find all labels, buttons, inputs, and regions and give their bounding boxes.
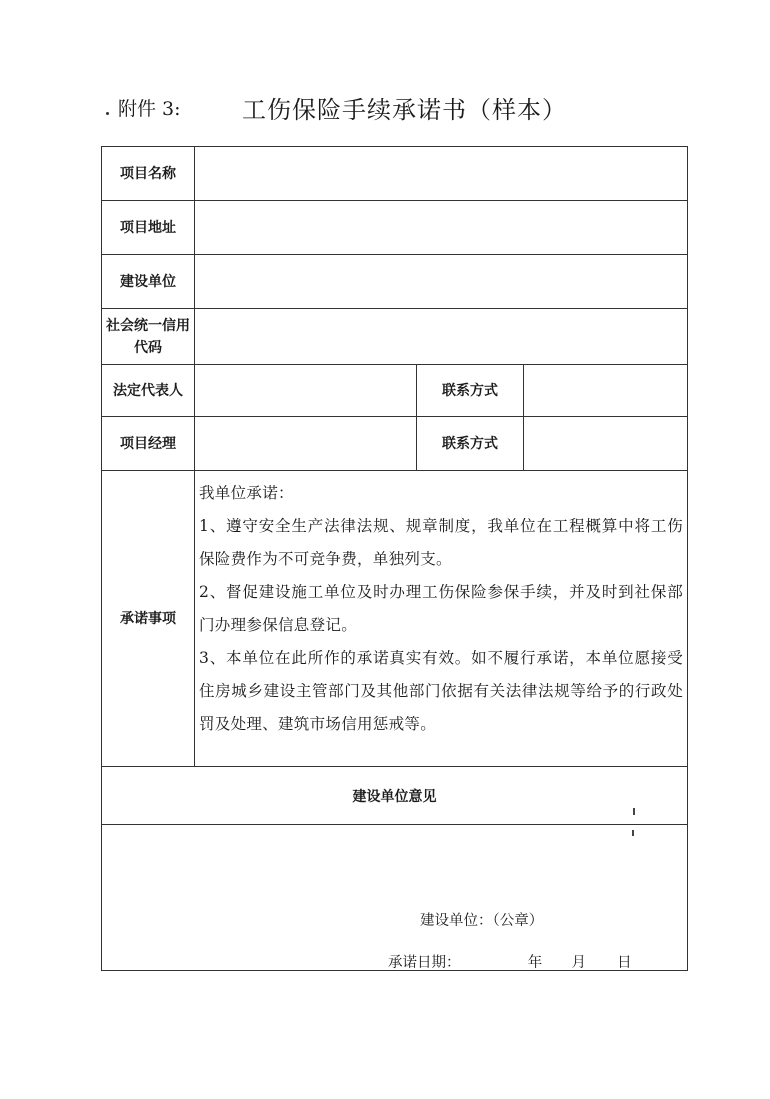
promise-item-2: 2、督促建设施工单位及时办理工伤保险参保手续，并及时到社保部门办理参保信息登记。 xyxy=(199,583,684,634)
day-label: 日 xyxy=(617,955,632,971)
row-promise xyxy=(102,471,688,767)
attachment-label: 附件 3: xyxy=(118,98,181,120)
promise-intro: 我单位承诺： xyxy=(199,484,294,502)
legal-rep-label: 法定代表人 xyxy=(102,365,195,417)
project-manager-label: 项目经理 xyxy=(102,417,195,471)
scan-mark xyxy=(632,830,634,836)
promise-label: 承诺事项 xyxy=(102,471,195,767)
credit-code-field[interactable] xyxy=(195,309,688,365)
row-construction-unit xyxy=(102,255,688,309)
row-opinion-heading xyxy=(102,767,688,825)
construction-unit-label: 建设单位 xyxy=(102,255,195,309)
row-legal-rep xyxy=(102,365,688,417)
row-credit-code xyxy=(102,309,688,365)
row-project-name xyxy=(102,147,688,201)
document-title: 工伤保险手续承诺书（样本） xyxy=(242,96,567,124)
row-project-address xyxy=(102,201,688,255)
contact-field-1[interactable] xyxy=(524,365,688,417)
project-manager-field[interactable] xyxy=(195,417,417,471)
construction-unit-field[interactable] xyxy=(195,255,688,309)
promise-item-1: 1、遵守安全生产法律法规、规章制度，我单位在工程概算中将工伤保险费作为不可竞争费，单独列支。 xyxy=(199,517,684,568)
row-opinion-body xyxy=(102,825,688,971)
project-address-label: 项目地址 xyxy=(102,201,195,255)
sign-date-line xyxy=(388,951,632,972)
document-header xyxy=(0,90,770,130)
month-label: 月 xyxy=(571,955,586,971)
sign-date-label: 承诺日期： xyxy=(388,955,461,971)
credit-code-label: 社会统一信用代码 xyxy=(102,309,195,365)
promise-content xyxy=(195,471,688,767)
sign-unit-line: 建设单位：（公章） xyxy=(420,913,544,929)
opinion-heading: 建设单位意见 xyxy=(102,767,688,825)
legal-rep-field[interactable] xyxy=(195,365,417,417)
row-project-manager xyxy=(102,417,688,471)
project-name-field[interactable] xyxy=(195,147,688,201)
year-label: 年 xyxy=(527,955,543,971)
scan-mark xyxy=(633,808,635,815)
promise-item-3: 3、本单位在此所作的承诺真实有效。如不履行承诺，本单位愿接受住房城乡建设主管部门及其他部门依据有关法律法规等给予的行政处罚及处理、建筑市场信用惩戒等。 xyxy=(199,649,684,733)
scan-speck xyxy=(106,112,109,115)
opinion-body[interactable] xyxy=(102,825,688,971)
contact-label-1: 联系方式 xyxy=(417,365,524,417)
contact-label-2: 联系方式 xyxy=(417,417,524,471)
commitment-form-table xyxy=(101,146,688,971)
project-address-field[interactable] xyxy=(195,201,688,255)
project-name-label: 项目名称 xyxy=(102,147,195,201)
contact-field-2[interactable] xyxy=(524,417,688,471)
